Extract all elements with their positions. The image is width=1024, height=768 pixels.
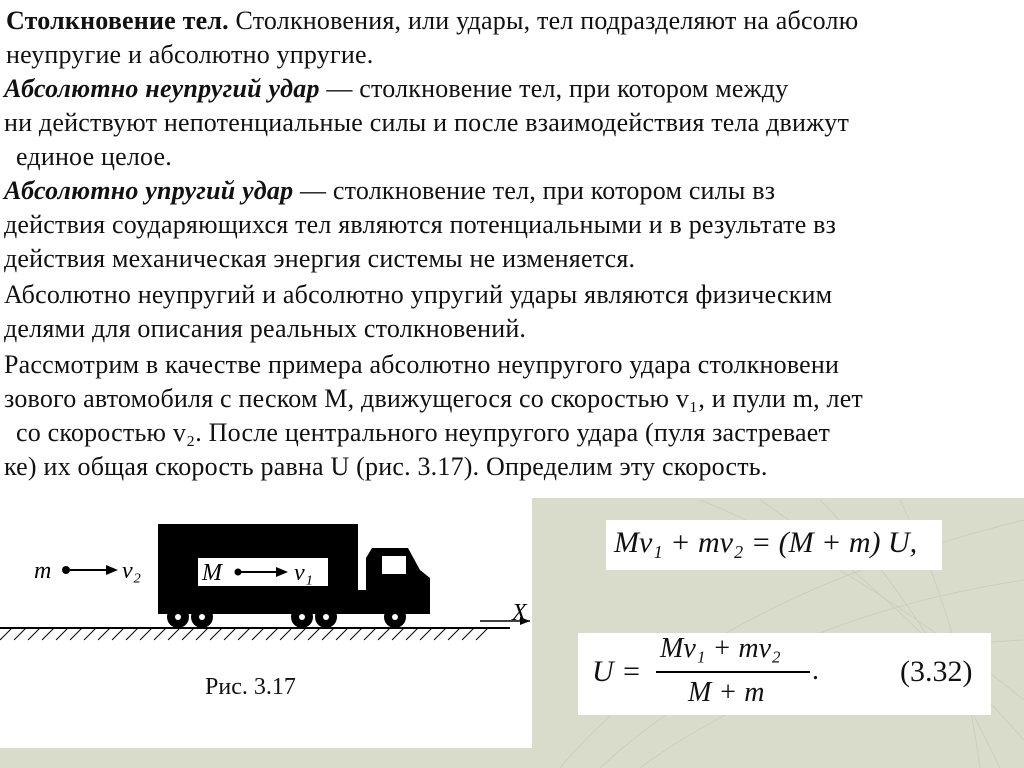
truck-dot [235,569,242,576]
bullet-mass-label: m [34,558,52,584]
equation-momentum-text: Mv₁ + mv₂ = (M + m) U, [614,526,918,559]
text-line: ни действуют непотенциальные силы и после взаимодействия тела движут [4,108,850,137]
text-line: делями для описания реальных столкновений. [4,314,527,343]
ground-hatching [0,628,488,640]
term-collision: Столкновение тел. [6,6,229,35]
equation-number: (3.32) [900,655,973,688]
paragraph-collision-intro: Столкновение тел. Столкновения, или удары, тел подразделяют на абсолю [6,6,859,35]
equation-numerator: Mv₁ + mv₂ [660,633,781,664]
bullet-dot [62,566,70,574]
text-line: ке) их общая скорость равна U (рис. 3.17). Определим эту скорость. [4,452,768,481]
text-line: со скоростью v₂. После центрального неупругого удара (пуля застревает [16,418,831,447]
truck-window [382,556,406,574]
figure-3-17 [0,498,532,748]
term-inelastic: Абсолютно неупругий удар [4,74,320,103]
text-line: неупругие и абсолютно упругие. [6,40,374,69]
truck-diagram [0,498,532,678]
equation-period: . [812,655,819,686]
paragraph-inelastic: Абсолютно неупругий удар — столкновение тел, при котором между [4,74,789,103]
text-line: единое целое. [16,142,172,171]
paragraph-models: Абсолютно неупругий и абсолютно упругий удары являются физическим [4,280,833,309]
truck-velocity-label: v₁ [294,560,313,586]
equation-3-32 [578,633,991,715]
term-elastic: Абсолютно упругий удар [4,176,294,205]
equation-denominator: M + m [688,677,765,708]
figure-caption: Рис. 3.17 [205,674,296,700]
fraction-bar [656,671,810,673]
truck-mass-label: M [202,560,222,586]
text-line: действия механическая энергия системы не изменяется. [4,244,636,273]
text-line: действия соударяющихся тел являются потенциальными и в результате вз [4,210,837,239]
equation-momentum [606,520,942,570]
equation-lhs: U = [592,655,642,688]
axis-x-label: X [512,600,527,626]
bullet-velocity-label: v₂ [122,558,141,584]
paragraph-example: Рассмотрим в качестве примера абсолютно неупругого удара столкновени [4,350,840,379]
text-line: зового автомобиля с песком M, движущегося со скоростью v₁, и пули m, лет [4,384,863,413]
paragraph-elastic: Абсолютно упругий удар — столкновение тел, при котором силы вз [4,176,776,205]
